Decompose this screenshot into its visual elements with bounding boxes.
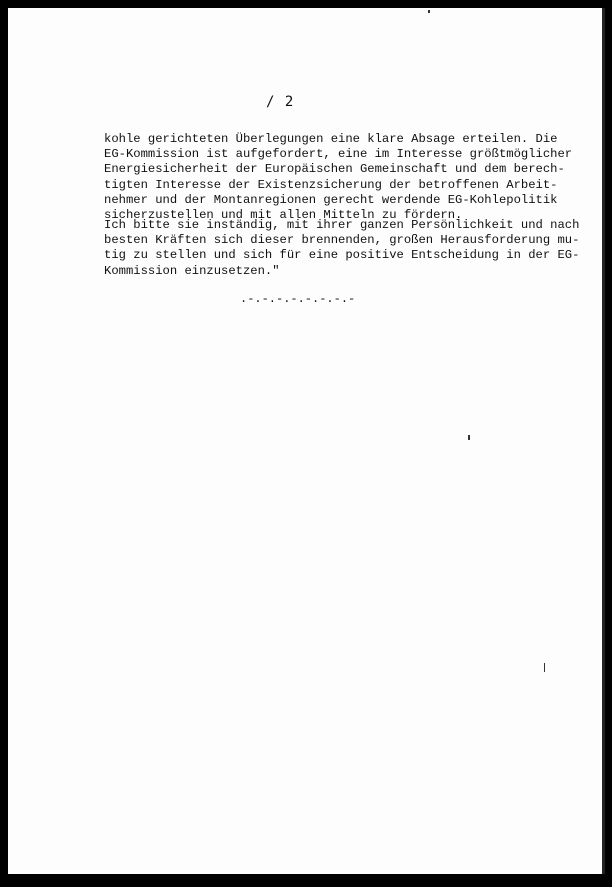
paragraph-line: sicherzustellen und mit allen Mitteln zu fördern.: [104, 208, 463, 223]
paragraph-line: kohle gerichteten Überlegungen eine klare Absage erteilen. Die: [104, 132, 558, 146]
paragraph-2: [104, 218, 580, 279]
scan-speck: [544, 663, 545, 672]
scan-speck: [428, 10, 430, 13]
paragraph-line: Energiesicherheit der Europäischen Gemeinschaft und dem berech-: [104, 162, 565, 177]
document-page: [8, 8, 605, 874]
paragraph-1: [104, 132, 574, 223]
section-separator: .-.-.-.-.-.-.-.-: [240, 292, 356, 306]
paragraph-line: EG-Kommission ist aufgefordert, eine im Interesse größtmöglicher: [104, 147, 573, 162]
paragraph-line: Ich bitte sie inständig, mit ihrer ganzen Persönlichkeit und nach: [104, 218, 580, 232]
paragraph-line: tigten Interesse der Existenzsicherung der betroffenen Arbeit-: [104, 177, 558, 192]
paragraph-line: besten Kräften sich dieser brennenden, großen Herausforderung mu-: [104, 233, 580, 248]
paragraph-line: tig zu stellen und sich für eine positive Entscheidung in der EG-: [104, 248, 580, 263]
paragraph-line: nehmer und der Montanregionen gerecht werdende EG-Kohlepolitik: [104, 192, 558, 207]
scan-speck: [468, 435, 470, 440]
scan-border: [0, 0, 8, 887]
paragraph-line: Kommission einzusetzen.": [104, 263, 280, 278]
page-number: / 2: [266, 94, 295, 110]
